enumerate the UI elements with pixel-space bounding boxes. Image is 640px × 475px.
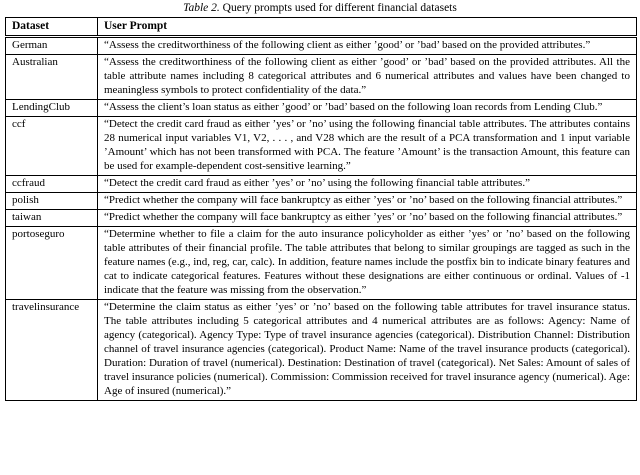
column-header-user-prompt: User Prompt: [98, 18, 637, 37]
prompt-cell: “Assess the creditworthiness of the following client as either ’good’ or ’bad’ based on the provided attributes.”: [98, 37, 637, 55]
table-row: [6, 210, 637, 227]
table-caption-label: Table 2.: [183, 2, 220, 14]
prompt-cell: “Detect the credit card fraud as either ’yes’ or ’no’ using the following financial table attributes. The attributes contains 28 numerical input variables V1, V2, . . . , and V28 which are the result of a PCA transformation and 1 input variable ’Amount’ which has not been transformed with PCA. The feature ’Amount’ is the transaction Amount, this feature can be used for example-dependent cost-sensitive learning.”: [98, 117, 637, 176]
dataset-cell: German: [6, 37, 98, 55]
prompt-cell: “Predict whether the company will face bankruptcy as either ’yes’ or ’no’ based on the following financial attributes.”: [98, 210, 637, 227]
table-row: [6, 117, 637, 176]
dataset-cell: ccfraud: [6, 176, 98, 193]
column-header-dataset: Dataset: [6, 18, 98, 37]
dataset-cell: portoseguro: [6, 227, 98, 300]
prompt-cell: “Predict whether the company will face bankruptcy as either ’yes’ or ’no’ based on the following financial attributes.”: [98, 193, 637, 210]
table-row: [6, 300, 637, 401]
table-caption: [0, 1, 640, 15]
prompt-cell: “Assess the client’s loan status as either ’good’ or ’bad’ based on the following loan records from Lending Club.”: [98, 100, 637, 117]
prompt-cell: “Detect the credit card fraud as either ’yes’ or ’no’ using the following financial table attributes.”: [98, 176, 637, 193]
dataset-cell: Australian: [6, 55, 98, 100]
query-prompts-table: [5, 17, 637, 401]
table-row: [6, 55, 637, 100]
dataset-cell: LendingClub: [6, 100, 98, 117]
table-row: [6, 227, 637, 300]
dataset-cell: polish: [6, 193, 98, 210]
dataset-cell: ccf: [6, 117, 98, 176]
dataset-cell: travelinsurance: [6, 300, 98, 401]
prompt-cell: “Assess the creditworthiness of the following client as either ’good’ or ’bad’ based on the provided attributes. All the table attribute names including 8 categorical attributes and 6 numerical attributes and values have been changed to meaningless symbols to protect confidentiality of the data.”: [98, 55, 637, 100]
dataset-cell: taiwan: [6, 210, 98, 227]
table-row: [6, 176, 637, 193]
table-row: [6, 100, 637, 117]
table-row: [6, 193, 637, 210]
prompt-cell: “Determine whether to file a claim for the auto insurance policyholder as either ’yes’ or ’no’ based on the following table attributes of their financial profile. The table attributes that belong to similar groupings are tagged as such in the feature names (e.g., ind, reg, car, calc). In addition, feature names include the postfix bin to indicate binary features and cat to indicate categorical features. Features without these designations are either continuous or ordinal. Values of -1 indicate that the feature was missing from the observation.”: [98, 227, 637, 300]
header-row: [6, 18, 637, 37]
prompt-cell: “Determine the claim status as either ’yes’ or ’no’ based on the following table attributes for travel insurance status. The table attributes including 5 categorical attributes and 4 numerical attributes are as follows: Agency: Name of agency (categorical). Agency Type: Type of travel insurance agencies (categorical). Distribution Channel: Distribution channel of travel insurance agencies (categorical). Product Name: Name of the travel insurance products (categorical). Duration: Duration of travel (numerical). Destination: Destination of travel (categorical). Net Sales: Amount of sales of travel insurance policies (numerical). Commission: Commission received for travel insurance agency (numerical). Age: Age of insured (numerical).”: [98, 300, 637, 401]
table-row: [6, 37, 637, 55]
table-caption-text: Query prompts used for different financial datasets: [219, 2, 457, 14]
